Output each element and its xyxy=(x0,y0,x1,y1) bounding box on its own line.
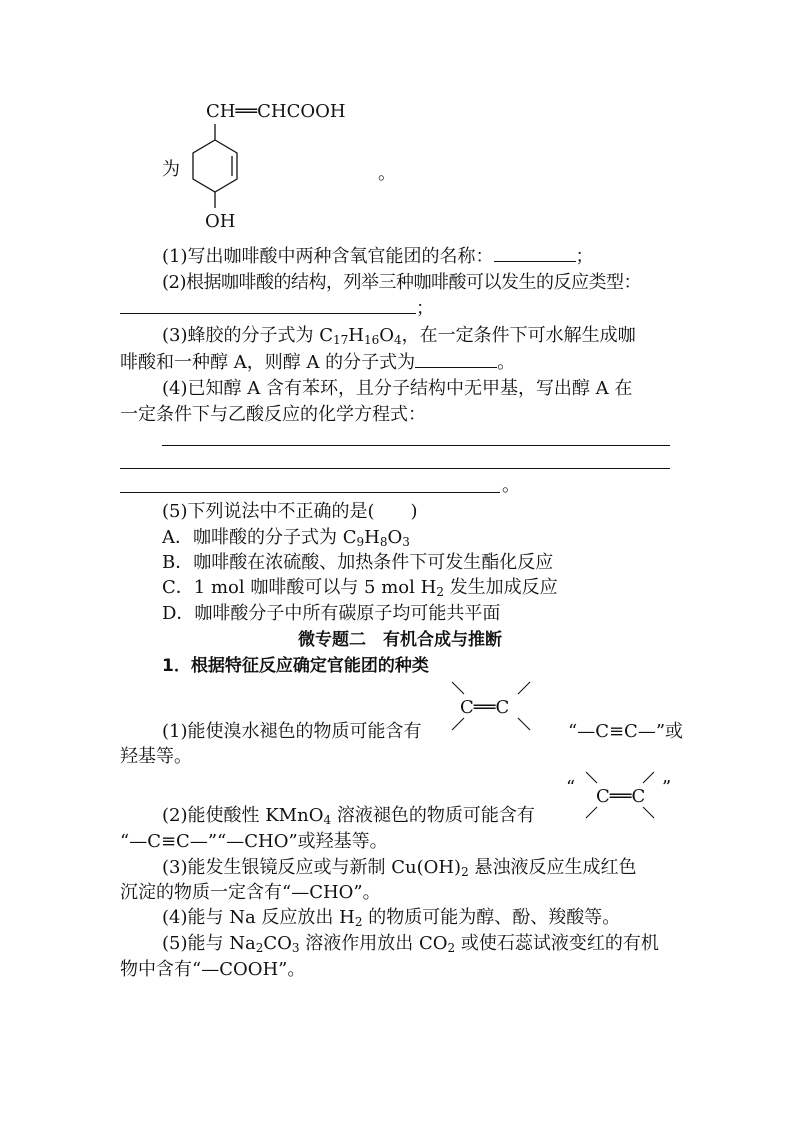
section-title: 微专题二 有机合成与推断 xyxy=(298,630,502,650)
answer-line xyxy=(162,445,670,446)
structure-suffix: 。 xyxy=(378,163,396,184)
rule-1-end: 羟基等。 xyxy=(120,746,192,767)
question-2-answer-line xyxy=(120,296,434,321)
option-d: D．咖啡酸分子中所有碳原子均可能共平面 xyxy=(162,603,501,624)
answer-line xyxy=(120,468,670,469)
option-a: A．咖啡酸的分子式为 $C_9H_8O_3$ xyxy=(162,527,410,549)
question-3-line-1: (3)蜂胶的分子式为 $C_{17}H_{16}O_4$，在一定条件下可水解生成咖 xyxy=(162,325,636,347)
alkene-bond-label: C══C xyxy=(460,697,510,718)
answer-line xyxy=(120,492,500,493)
rule-1-text: (1)能使溴水褪色的物质可能含有 xyxy=(162,721,422,742)
quote-open: “ xyxy=(566,777,576,798)
structure-group-bottom: OH xyxy=(205,211,236,232)
rule-2-text: (2)能使酸性 KMnO$_4$ 溶液褪色的物质可能含有 xyxy=(162,805,535,827)
alkene-bond-label-2: C══C xyxy=(596,786,646,807)
rule-3-end: 沉淀的物质一定含有“—CHO”。 xyxy=(120,882,381,903)
question-2-end: ； xyxy=(416,298,434,319)
option-c: C．1 mol 咖啡酸可以与 5 mol $H_2$ 发生加成反应 xyxy=(162,577,558,599)
option-b: B．咖啡酸在浓硫酸、加热条件下可发生酯化反应 xyxy=(162,552,554,573)
question-1-end: ； xyxy=(575,246,594,267)
answer-blank xyxy=(494,244,576,262)
question-4-line-1: (4)已知醇 A 含有苯环，且分子结构中无甲基，写出醇 A 在 xyxy=(162,378,633,399)
question-1 xyxy=(162,244,594,269)
benzene-ring xyxy=(185,124,245,214)
rule-2-end: “—C≡C—”“—CHO”或羟基等。 xyxy=(120,831,388,852)
question-4-line-2: 一定条件下与乙酸反应的化学方程式： xyxy=(120,404,426,425)
rule-5-end: 物中含有“—COOH”。 xyxy=(120,959,306,980)
subsection-heading: 1．根据特征反应确定官能团的种类 xyxy=(162,656,429,676)
structure-prefix: 为 xyxy=(162,159,180,180)
rule-1-alkyne: “—C≡C—”或 xyxy=(568,721,684,742)
question-5-stem: (5)下列说法中不正确的是( ) xyxy=(162,501,418,522)
question-1-text: (1)写出咖啡酸中两种含氧官能团的名称： xyxy=(162,246,494,267)
question-2: (2)根据咖啡酸的结构，列举三种咖啡酸可以发生的反应类型： xyxy=(162,272,641,293)
rule-3-text: (3)能发生银镜反应或与新制 $Cu(OH)_2$ 悬浊液反应生成红色 xyxy=(162,857,637,879)
answer-blank xyxy=(120,296,416,314)
answer-blank xyxy=(415,350,497,368)
structure-group-top: CH══CHCOOH xyxy=(206,101,346,122)
question-4-end: 。 xyxy=(502,475,520,496)
question-3-line-2: 啡酸和一种醇 A，则醇 A 的分子式为 。 xyxy=(120,352,516,373)
rule-5-text: (5)能与 $Na_2CO_3$ 溶液作用放出 $CO_2$ 或使石蕊试液变红的有机 xyxy=(162,933,659,955)
quote-close: ” xyxy=(662,777,672,798)
rule-4-text: (4)能与 Na 反应放出 $H_2$ 的物质可能为醇、酚、羧酸等。 xyxy=(162,907,621,929)
